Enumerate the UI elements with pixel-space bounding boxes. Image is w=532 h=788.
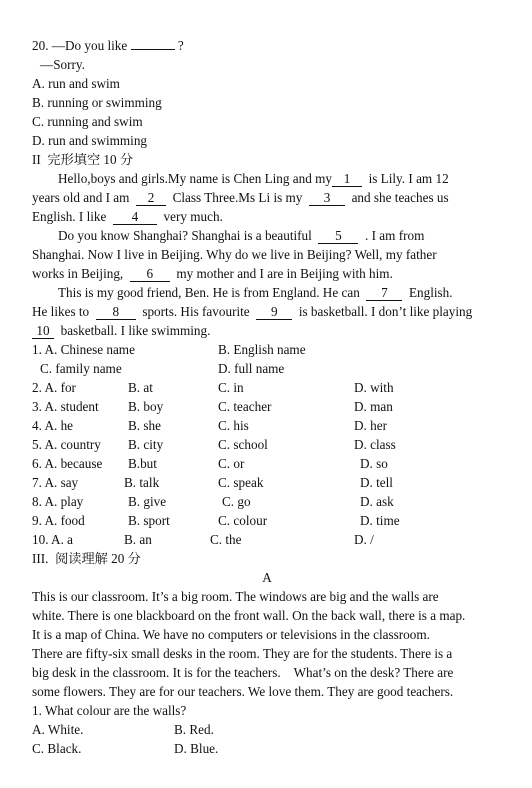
- cloze-blank-4: 4: [113, 209, 157, 225]
- cloze-blank-1: 1: [332, 171, 362, 187]
- option: B. sport: [128, 513, 170, 528]
- q20-option-a: A. run and swim: [32, 76, 120, 91]
- option: D. ask: [360, 494, 394, 509]
- option: 3. A. student: [32, 399, 99, 414]
- option: B. boy: [128, 399, 164, 414]
- option: B. she: [128, 418, 161, 433]
- option: 9. A. food: [32, 513, 85, 528]
- cloze-line-6: [32, 264, 502, 283]
- option: 1. A. Chinese name: [32, 342, 135, 357]
- passage-line-5: big desk in the classroom. It is for the teachers. What’s on the desk? There are: [32, 665, 454, 680]
- cloze-text: English.: [408, 285, 453, 300]
- option: B. Red.: [174, 722, 214, 737]
- option: C. the: [210, 532, 242, 547]
- option: B. give: [128, 494, 167, 509]
- option: B. talk: [124, 475, 160, 490]
- cloze-line-3: [32, 207, 502, 226]
- section-2-title: II 完形填空 10 分: [32, 152, 134, 167]
- worksheet-page: [32, 36, 502, 758]
- q20-reply: —Sorry.: [40, 57, 85, 72]
- option: C. colour: [218, 513, 268, 528]
- q20-answer-blank[interactable]: [131, 49, 175, 50]
- option: C. in: [218, 380, 244, 395]
- cloze-text: basketball. I like swimming.: [60, 323, 211, 338]
- cloze-text: This is my good friend, Ben. He is from England. He can: [58, 285, 360, 300]
- cloze-text: He likes to: [32, 304, 90, 319]
- passage-line-4: There are fifty-six small desks in the room. They are for the students. There is a: [32, 646, 453, 661]
- option: D. full name: [218, 361, 285, 376]
- cloze-text: Do you know Shanghai? Shanghai is a beautiful: [58, 228, 312, 243]
- option: C. family name: [40, 361, 122, 376]
- cloze-option-row-9: [32, 511, 502, 530]
- cloze-blank-3: 3: [309, 190, 345, 206]
- option: C. Black.: [32, 741, 82, 756]
- reading-q1-options-row-2: [32, 739, 502, 758]
- passage-line-3: It is a map of China. We have no computers or televisions in the classroom.: [32, 627, 430, 642]
- option: 7. A. say: [32, 475, 79, 490]
- cloze-blank-8: 8: [96, 304, 136, 320]
- option: B.but: [128, 456, 157, 471]
- cloze-text: very much.: [163, 209, 223, 224]
- cloze-option-row-5: [32, 435, 502, 454]
- cloze-text: . I am from: [365, 228, 425, 243]
- cloze-blank-6: 6: [130, 266, 170, 282]
- option: B. an: [124, 532, 152, 547]
- option: D. /: [354, 532, 374, 547]
- cloze-blank-7: 7: [366, 285, 402, 301]
- passage-line-6: some flowers. They are for our teachers. We love them. They are good teachers.: [32, 684, 454, 699]
- option: D. class: [354, 437, 396, 452]
- cloze-text: is basketball. I don’t like playing: [298, 304, 473, 319]
- cloze-line-7: [32, 283, 502, 302]
- option: B. city: [128, 437, 164, 452]
- cloze-text: my mother and I are in Beijing with him.: [176, 266, 393, 281]
- reading-q1-options-row-1: [32, 720, 502, 739]
- cloze-text: Class Three.Ms Li is my: [172, 190, 303, 205]
- cloze-text: is Lily. I am 12: [368, 171, 449, 186]
- cloze-text: Hello,boys and girls.My name is Chen Ling and my: [58, 171, 332, 186]
- q20-prompt-end: ?: [177, 38, 184, 53]
- cloze-blank-5: 5: [318, 228, 358, 244]
- option: 4. A. he: [32, 418, 74, 433]
- cloze-text: and she teaches us: [351, 190, 449, 205]
- q20-option-c: C. running and swim: [32, 114, 143, 129]
- option: D. her: [354, 418, 387, 433]
- cloze-text: works in Beijing,: [32, 266, 124, 281]
- option: D. tell: [360, 475, 393, 490]
- cloze-option-row-3: [32, 397, 502, 416]
- cloze-line-8: [32, 302, 502, 321]
- cloze-option-row-1b: [32, 359, 502, 378]
- cloze-text: years old and I am: [32, 190, 130, 205]
- cloze-line-9: [32, 321, 502, 340]
- option: D. with: [354, 380, 394, 395]
- option: D. time: [360, 513, 400, 528]
- passage-label: A: [262, 570, 272, 585]
- option: C. or: [218, 456, 245, 471]
- q20-option-b: B. running or swimming: [32, 95, 162, 110]
- option: 5. A. country: [32, 437, 101, 452]
- cloze-line-2: [32, 188, 502, 207]
- cloze-option-row-10: [32, 530, 502, 549]
- option: C. his: [218, 418, 249, 433]
- option: C. speak: [218, 475, 264, 490]
- option: C. teacher: [218, 399, 272, 414]
- cloze-option-row-6: [32, 454, 502, 473]
- cloze-option-row-1: [32, 340, 502, 359]
- cloze-line-5: Shanghai. Now I live in Beijing. Why do we live in Beijing? Well, my father: [32, 247, 437, 262]
- section-3-title: III. 阅读理解 20 分: [32, 551, 141, 566]
- option: C. go: [222, 494, 251, 509]
- option: 6. A. because: [32, 456, 103, 471]
- option: B. English name: [218, 342, 306, 357]
- cloze-line-4: [32, 226, 502, 245]
- cloze-line-1: [32, 169, 502, 188]
- cloze-option-row-2: [32, 378, 502, 397]
- cloze-blank-2: 2: [136, 190, 166, 206]
- passage-line-2: white. There is one blackboard on the front wall. On the back wall, there is a map.: [32, 608, 466, 623]
- cloze-option-row-7: [32, 473, 502, 492]
- option: A. White.: [32, 722, 84, 737]
- q20-prompt: [32, 36, 502, 55]
- q20-option-d: D. run and swimming: [32, 133, 148, 148]
- cloze-blank-10: 10: [32, 323, 54, 339]
- option: 8. A. play: [32, 494, 84, 509]
- option: D. Blue.: [174, 741, 219, 756]
- cloze-option-row-4: [32, 416, 502, 435]
- option: D. so: [360, 456, 388, 471]
- option: C. school: [218, 437, 268, 452]
- reading-q1-question: 1. What colour are the walls?: [32, 703, 187, 718]
- option: 2. A. for: [32, 380, 76, 395]
- cloze-text: sports. His favourite: [142, 304, 250, 319]
- cloze-option-row-8: [32, 492, 502, 511]
- cloze-blank-9: 9: [256, 304, 292, 320]
- q20-prompt-text: 20. —Do you like: [32, 38, 128, 53]
- option: B. at: [128, 380, 153, 395]
- cloze-text: English. I like: [32, 209, 107, 224]
- option: D. man: [354, 399, 393, 414]
- passage-line-1: This is our classroom. It’s a big room. The windows are big and the walls are: [32, 589, 439, 604]
- option: 10. A. a: [32, 532, 74, 547]
